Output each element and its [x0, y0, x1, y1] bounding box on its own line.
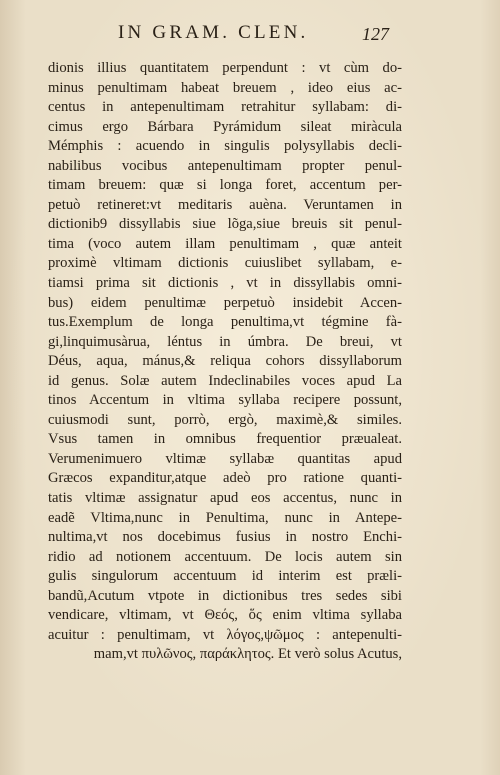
text-line: tima (voco autem illam penultimam , quæ anteit	[48, 235, 402, 252]
text-line: minus penultimam habeat breuem , ideo eius ac-	[48, 79, 402, 96]
text-line: Déus, aqua, mánus,& reliqua cohors dissyllaborum	[48, 353, 402, 370]
text-line: tus.Exemplum de longa penultima,vt tégmine fà-	[48, 314, 402, 331]
running-head	[0, 22, 500, 52]
text-line: bandũ,Acutum vtpote in dictionibus tres sedes sibi	[48, 587, 402, 604]
text-line: timam breuem: quæ si longa foret, accentum per-	[48, 177, 402, 194]
text-line: Verumenimuero vltimæ syllabæ quantitas apud	[48, 450, 402, 467]
text-line: gi,linquimusàrua, léntus in úmbra. De breui, vt	[48, 333, 402, 350]
text-line: tatis vltimæ assignatur apud eos accentus, nunc in	[48, 490, 402, 507]
text-line: gulis singulorum accentuum id interim est præli-	[48, 568, 402, 585]
running-head-title: IN GRAM. CLEN.	[118, 22, 309, 43]
text-line: Mémphis : acuendo in singulis polysyllabis decli-	[48, 138, 402, 155]
text-line: cimus ergo Bárbara Pyrámidum sileat miràcula	[48, 118, 402, 135]
text-line: bus) eidem penultimæ perpetuò insidebit Accen-	[48, 294, 402, 311]
text-line: nultima,vt nos docebimus fusius in nostro Enchi-	[48, 529, 402, 546]
text-line: cuiusmodi sunt, porrò, ergò, maximè,& similes.	[48, 411, 402, 428]
body-text	[48, 59, 402, 665]
text-line: tiamsi prima sit dictionis , vt in dissyllabis omni-	[48, 275, 402, 292]
text-line: Græcos expanditur,atque adeò pro ratione quanti-	[48, 470, 402, 487]
text-line: Vsus tamen in omnibus frequentior præualeat.	[48, 431, 402, 448]
text-line: centus in antepenultimam retrahitur syllabam: di-	[48, 99, 402, 116]
text-line: nabilibus vocibus antepenultimam propter penul-	[48, 157, 402, 174]
text-line: eadẽ Vltima,nunc in Penultima, nunc in Antepe-	[48, 509, 402, 526]
text-line: petuò retineret:vt meditaris auèna. Veruntamen in	[48, 196, 402, 213]
text-line: tinos Accentum in vltima syllaba recipere possunt,	[48, 392, 402, 409]
text-line: vendicare, vltimam, vt Θεός, ὅς enim vltima syllaba	[48, 607, 402, 624]
text-line: dictionib9 dissyllabis siue lõga,siue breuis sit penul-	[48, 216, 402, 233]
text-line: ridio ad notionem accentuum. De locis autem sin	[48, 548, 402, 565]
text-line: mam,vt πυλῶνος, παράκλητος. Et verò solus Acutus,	[93, 646, 402, 663]
text-line: id genus. Solæ autem Indeclinabiles voces apud La	[48, 372, 402, 389]
text-line: proximè vltimam dictionis cuiuslibet syllabam, e-	[48, 255, 402, 272]
text-line: dionis illius quantitatem perpendunt : vt cùm do-	[48, 60, 402, 76]
text-line: acuitur : penultimam, vt λόγος,ψῶμος : antepenulti-	[48, 626, 402, 643]
page-number: 127	[362, 24, 389, 44]
